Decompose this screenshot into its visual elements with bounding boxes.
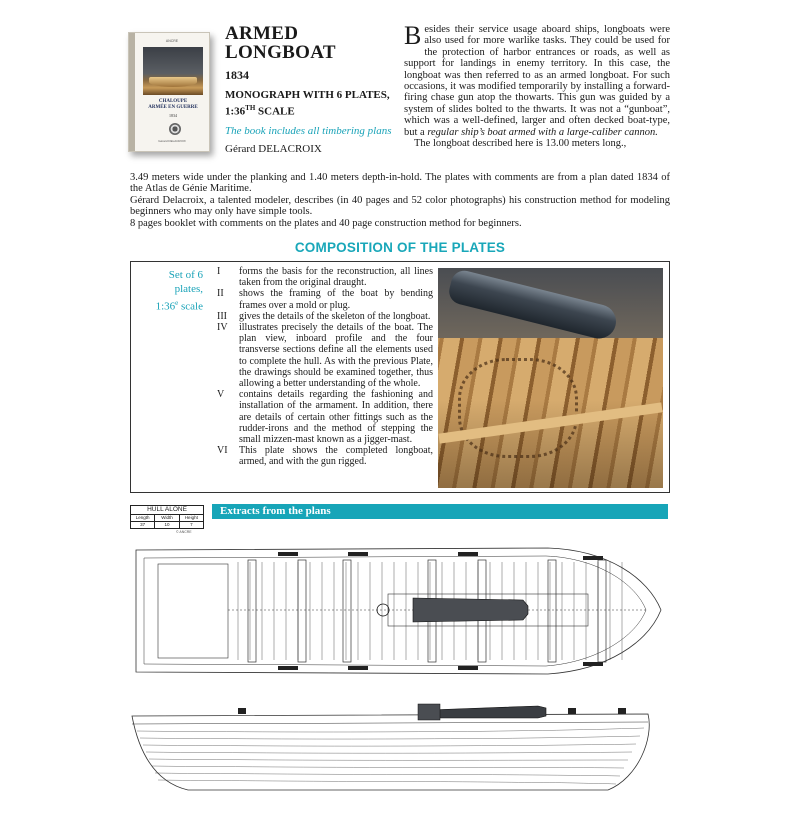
set-scale-suffix: scale [178, 300, 203, 313]
drop-cap: B [404, 21, 422, 50]
plate-description: gives the details of the skeleton of the longboat. [239, 310, 431, 322]
cover-title-line1: CHALOUPE [158, 99, 188, 104]
scale-text [225, 102, 405, 119]
author-name: Gérard DELACROIX [225, 142, 322, 155]
hull-table-title: HULL ALONE [131, 506, 203, 515]
monograph-text: MONOGRAPH WITH 6 PLATES, [225, 89, 390, 101]
scale-suffix: SCALE [255, 105, 295, 118]
plate-description: forms the basis for the reconstruction, all lines taken from the original draught. [239, 266, 433, 289]
profile-hull-outline [132, 714, 649, 790]
extracts-section-bar: Extracts from the plans [212, 504, 668, 519]
title-line2: LONGBOAT [225, 42, 336, 63]
plate-number: III [217, 310, 227, 322]
description-para1: esides their service usage aboard ships, longboats were also used for more warlike tasks. They could be used for the protection of harbor entrances or roads, as well as support for landings in enemy territory. In this case, the longboat was then referred to as an armed longboat. For such occasions, it was modified temporarily by installing a forward-firing chase gun atop the thowarts. This gun was guided by a system of slides bolted to the thwarts. It was not a “gunboat”, which was a well-defined, larger and often decked boat-type, but a [404, 24, 670, 138]
longboat-plan-drawing [128, 538, 673, 800]
rowlock [458, 552, 478, 556]
scale-sup: TH [245, 104, 256, 112]
title-line1: ARMED [225, 23, 299, 44]
plate-item [217, 311, 433, 322]
scale-prefix: 1:36 [225, 105, 246, 118]
cover-spine [129, 33, 135, 151]
cover-title [139, 99, 207, 111]
plank-line [143, 744, 636, 746]
plank-line [140, 736, 640, 739]
plank-line [146, 752, 632, 753]
hull-value-length: 37 [131, 522, 155, 528]
rowlock [458, 666, 478, 670]
thwart [598, 560, 606, 662]
plate-number: V [217, 389, 225, 401]
set-label [139, 268, 203, 314]
plate-item [217, 389, 433, 445]
description-para4: 8 pages booklet with comments on the plates and 40 page construction method for beginners. [130, 217, 522, 229]
plate-description: contains details regarding the fashioning and installation of the armament. In addition, there are details of certain other fittings such as the rudder-irons and the method of stepping the small mizzen-mast known as a jigger-mast. [239, 389, 433, 446]
cover-year: 1834 [169, 113, 177, 118]
plate-number: II [217, 288, 224, 300]
description-para3: Gérard Delacroix, a talented modeler, describes (in 40 pages and 52 color photographs) his construction method for modeling beginners who may only have simple tools. [130, 194, 670, 218]
profile-view [132, 714, 649, 790]
plan-cannon-icon [377, 598, 528, 622]
book-cover-image [128, 32, 210, 152]
profile-sheer [132, 722, 648, 724]
rowlock [583, 556, 603, 560]
description-full [130, 172, 670, 229]
hull-header-length: Length [131, 515, 155, 521]
hull-header-height: Height [184, 515, 198, 520]
cannon-model-photo [438, 268, 663, 488]
page-title [225, 24, 405, 62]
profile-cannon-icon [418, 704, 546, 720]
plank-line [137, 728, 644, 732]
description-para2: 3.49 meters wide under the planking and 1.40 meters depth-in-hold. The plates with comments are from a plan dated 1834 of the Atlas de Génie Maritime. [130, 172, 670, 195]
cover-seal-icon [169, 123, 181, 135]
hull-table-value-row [131, 521, 203, 528]
title-year: 1834 [225, 68, 249, 82]
hull-header-width: Width [155, 515, 179, 521]
plate-description: This plate shows the completed longboat, armed, and with the gun rigged. [239, 445, 433, 468]
plan-view [136, 548, 661, 674]
cover-author: Gérard DELACROIX [158, 139, 186, 143]
monograph-line [225, 89, 405, 119]
plank-line [158, 780, 616, 784]
plate-description: shows the framing of the boat by bending frames over a mold or plug. [239, 288, 433, 311]
rowlock [278, 552, 298, 556]
plate-number: IV [217, 322, 228, 334]
rowlock [348, 552, 368, 556]
set-label-line2: plates, [174, 283, 203, 295]
plate-number: I [217, 266, 221, 277]
set-label-line1: Set of 6 [168, 269, 203, 281]
hull-value-width: 10 [155, 522, 179, 528]
rope-coil [458, 358, 578, 458]
set-scale-prefix: 1:36 [155, 300, 176, 313]
hull-table-caption: © ANCRE [176, 530, 192, 534]
cover-photo [143, 47, 203, 95]
profile-planks [137, 728, 644, 784]
composition-heading: COMPOSITION OF THE PLATES [294, 240, 506, 255]
thwart [343, 560, 351, 662]
plate-item [217, 322, 433, 389]
description-para2-start: The longboat described here is 13.00 meters long., [414, 138, 627, 150]
rowlock [583, 662, 603, 666]
plan-hull-inner [144, 556, 646, 666]
plate-list [217, 266, 433, 468]
thwart [548, 560, 556, 662]
thwart [298, 560, 306, 662]
plate-description: illustrates precisely the details of the boat. The plan view, inboard profile and the four transverse sections define all the elements used to complete the hull. As with the previous Plate, the drawings should be examined together, thus allowing a better understanding of the whole. [239, 322, 433, 390]
cover-title-line2: ARMÉE EN GUERRE [148, 105, 198, 110]
cover-publisher: ANCRE [165, 39, 179, 43]
plates-box [130, 261, 670, 493]
title-block [225, 24, 405, 155]
plate-item [217, 445, 433, 467]
hull-dimensions-table [130, 505, 204, 529]
thwart [248, 560, 256, 662]
description-column [404, 21, 670, 150]
hull-table-header-row [131, 515, 203, 521]
plank-line [152, 766, 624, 768]
rowlock [278, 666, 298, 670]
plate-number: VI [217, 445, 228, 457]
timbering-note: The book includes all timbering plans [225, 124, 392, 137]
stern-sheets [158, 564, 228, 658]
plate-item [217, 266, 433, 288]
hull-value-height: 7 [190, 522, 193, 527]
plank-line [149, 759, 628, 760]
description-para1-italic: regular ship’s boat armed with a large-caliber cannon. [427, 126, 658, 138]
plank-line [155, 773, 620, 776]
rowlock [348, 666, 368, 670]
cover-boat-model [149, 77, 197, 87]
plate-item [217, 288, 433, 310]
set-label-scale [139, 296, 203, 314]
plan-hull-outline [136, 548, 661, 674]
set-scale-sup: e [175, 299, 179, 307]
